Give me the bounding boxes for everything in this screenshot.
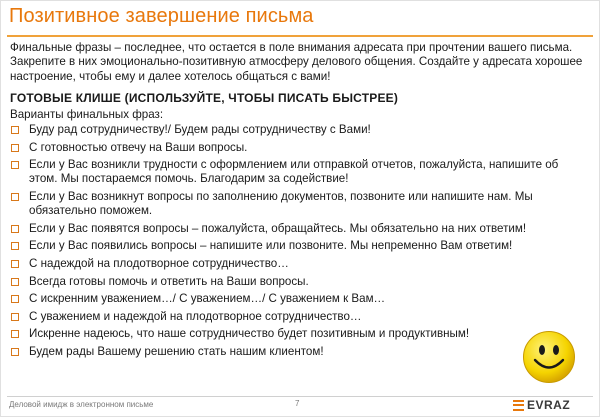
phrase-text: Если у Вас возникли трудности с оформлением или отправкой отчетов, пожалуйста, напишите об этом. Мы постараемся помочь. Благодарим за содействие! — [29, 158, 559, 186]
footer-caption: Деловой имидж в электронном письме — [9, 400, 154, 409]
phrase-item — [10, 257, 580, 271]
phrase-item — [10, 310, 580, 324]
phrase-text: С готовностью отвечу на Ваши вопросы. — [29, 140, 248, 154]
checkbox-bullet-icon — [11, 144, 19, 152]
page-number: 7 — [295, 399, 300, 408]
phrase-item — [10, 239, 580, 253]
phrase-item — [10, 292, 580, 306]
intro-paragraph: Финальные фразы – последнее, что остается в поле внимания адресата при прочтении вашего письма. Закрепите в них эмоционально-позитивную атмосферу делового общения. Создайте у адресата хорошее настроение, чтобы ему и далее хотелось общаться с вами! — [10, 41, 583, 83]
checkbox-bullet-icon — [11, 330, 19, 338]
phrase-item — [10, 190, 580, 218]
title-divider — [7, 35, 593, 37]
evraz-logo-icon — [513, 400, 524, 411]
checkbox-bullet-icon — [11, 295, 19, 303]
checkbox-bullet-icon — [11, 348, 19, 356]
phrase-text: Будем рады Вашему решению стать нашим клиентом! — [29, 344, 324, 358]
phrase-text: С надеждой на плодотворное сотрудничество… — [29, 256, 289, 270]
evraz-logo — [513, 398, 570, 412]
footer-divider — [7, 396, 593, 397]
checkbox-bullet-icon — [11, 126, 19, 134]
phrase-text: Буду рад сотрудничеству!/ Будем рады сотрудничеству с Вами! — [29, 123, 371, 136]
phrase-item — [10, 123, 580, 137]
phrase-text: С уважением и надеждой на плодотворное сотрудничество… — [29, 309, 362, 323]
logo-text: EVRAZ — [527, 398, 571, 412]
checkbox-bullet-icon — [11, 313, 19, 321]
checkbox-bullet-icon — [11, 225, 19, 233]
slide-title: Позитивное завершение письма — [9, 5, 314, 27]
phrase-item — [10, 158, 580, 186]
phrase-text: С искренним уважением…/ С уважением…/ С уважением к Вам… — [29, 292, 386, 306]
phrase-item — [10, 222, 580, 236]
phrase-text: Искренне надеюсь, что наше сотрудничество будет позитивным и продуктивным! — [29, 327, 470, 341]
checkbox-bullet-icon — [11, 242, 19, 250]
phrase-text: Если у Вас появятся вопросы – пожалуйста, обращайтесь. Мы обязательно на них ответим! — [29, 221, 527, 235]
phrase-item — [10, 275, 580, 289]
phrase-list — [10, 123, 580, 363]
checkbox-bullet-icon — [11, 260, 19, 268]
checkbox-bullet-icon — [11, 278, 19, 286]
phrase-item — [10, 141, 580, 155]
smiley-icon — [522, 330, 576, 384]
phrase-text: Всегда готовы помочь и ответить на Ваши вопросы. — [29, 274, 309, 288]
checkbox-bullet-icon — [11, 193, 19, 201]
phrase-item — [10, 327, 580, 341]
checkbox-bullet-icon — [11, 161, 19, 169]
phrase-text: Если у Вас возникнут вопросы по заполнению документов, позвоните или напишите нам. Мы обязательно поможем. — [29, 189, 533, 218]
phrases-subheading: Варианты финальных фраз: — [10, 108, 164, 121]
phrase-item — [10, 345, 580, 359]
phrase-text: Если у Вас появились вопросы – напишите или позвоните. Мы непременно Вам ответим! — [29, 239, 513, 253]
cliche-heading: ГОТОВЫЕ КЛИШЕ (ИСПОЛЬЗУЙТЕ, ЧТОБЫ ПИСАТЬ БЫСТРЕЕ) — [10, 91, 399, 105]
